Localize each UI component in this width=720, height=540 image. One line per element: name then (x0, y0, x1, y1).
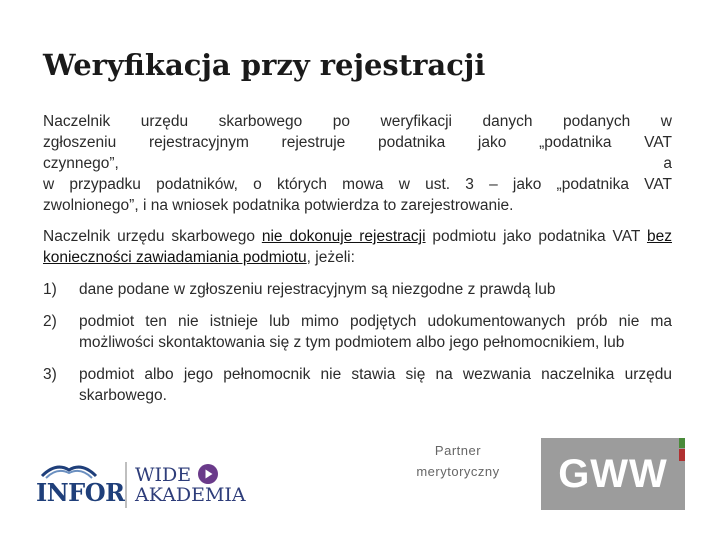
paragraph-text: Naczelnik urzędu skarbowego (43, 228, 262, 245)
list-number: 3) (43, 366, 57, 383)
gww-accent-green (679, 438, 685, 448)
paragraph-text: , jeżeli: (306, 249, 355, 266)
list-item-text: podmiot albo jego pełnomocnik nie stawia się na wezwania naczelnika urzędu skarbowego. (79, 366, 672, 404)
paragraph-line-end: a (663, 155, 672, 172)
list-item (43, 279, 672, 300)
gww-accent-red (679, 449, 685, 461)
paragraph-line: Naczelnik urzędu skarbowego po weryfikacji danych podanych w (43, 113, 672, 130)
list-item-text: dane podane w zgłoszeniu rejestracyjnym są niezgodne z prawdą lub (79, 281, 556, 298)
paragraph-text: podmiotu jako podatnika VAT (425, 228, 647, 245)
list-item-text: podmiot ten nie istnieje lub mimo podjętych udokumentowanych prób nie ma możliwości skontaktowania się z tym podmiotem albo jego pełnomocnikiem, lub (79, 313, 672, 351)
play-icon (198, 464, 218, 484)
infor-wide-akademia-logo (36, 458, 246, 516)
infor-book-icon (38, 458, 100, 480)
list-item (43, 311, 672, 353)
paragraph-line-start: czynnego”, (43, 155, 119, 172)
paragraph-line: zgłoszeniu rejestracyjnym rejestruje podatnika jako „podatnika VAT (43, 134, 672, 151)
paragraph-line: w przypadku podatników, o których mowa w ust. 3 – jako „podatnika VAT (43, 176, 672, 193)
list-number: 2) (43, 313, 57, 330)
partner-label-line: merytoryczny (416, 464, 500, 479)
paragraph-registration (43, 111, 672, 216)
akademia-wordmark: AKADEMIA (135, 484, 246, 506)
underlined-phrase: bez konieczności zawiadamiania podmiotu (43, 228, 672, 266)
paragraph-line: zwolnionego”, i na wniosek podatnika potwierdza to zarejestrowanie. (43, 197, 514, 214)
gww-wordmark: GWW (558, 451, 668, 496)
partner-label-line: Partner (434, 443, 482, 458)
list-item (43, 364, 672, 406)
infor-wordmark: INFOR (36, 478, 125, 507)
paragraph-no-registration (43, 226, 672, 268)
paragraph-line (43, 153, 672, 174)
slide-title: Weryfikacja przy rejestracji (43, 48, 486, 82)
slide-content (43, 111, 672, 406)
gww-logo (541, 438, 685, 510)
partner-label (404, 440, 512, 482)
conditions-list (43, 279, 672, 406)
underlined-phrase: nie dokonuje rejestracji (261, 228, 426, 245)
list-number: 1) (43, 281, 57, 298)
wide-wordmark: WIDE (135, 464, 192, 486)
logo-divider (125, 462, 127, 508)
